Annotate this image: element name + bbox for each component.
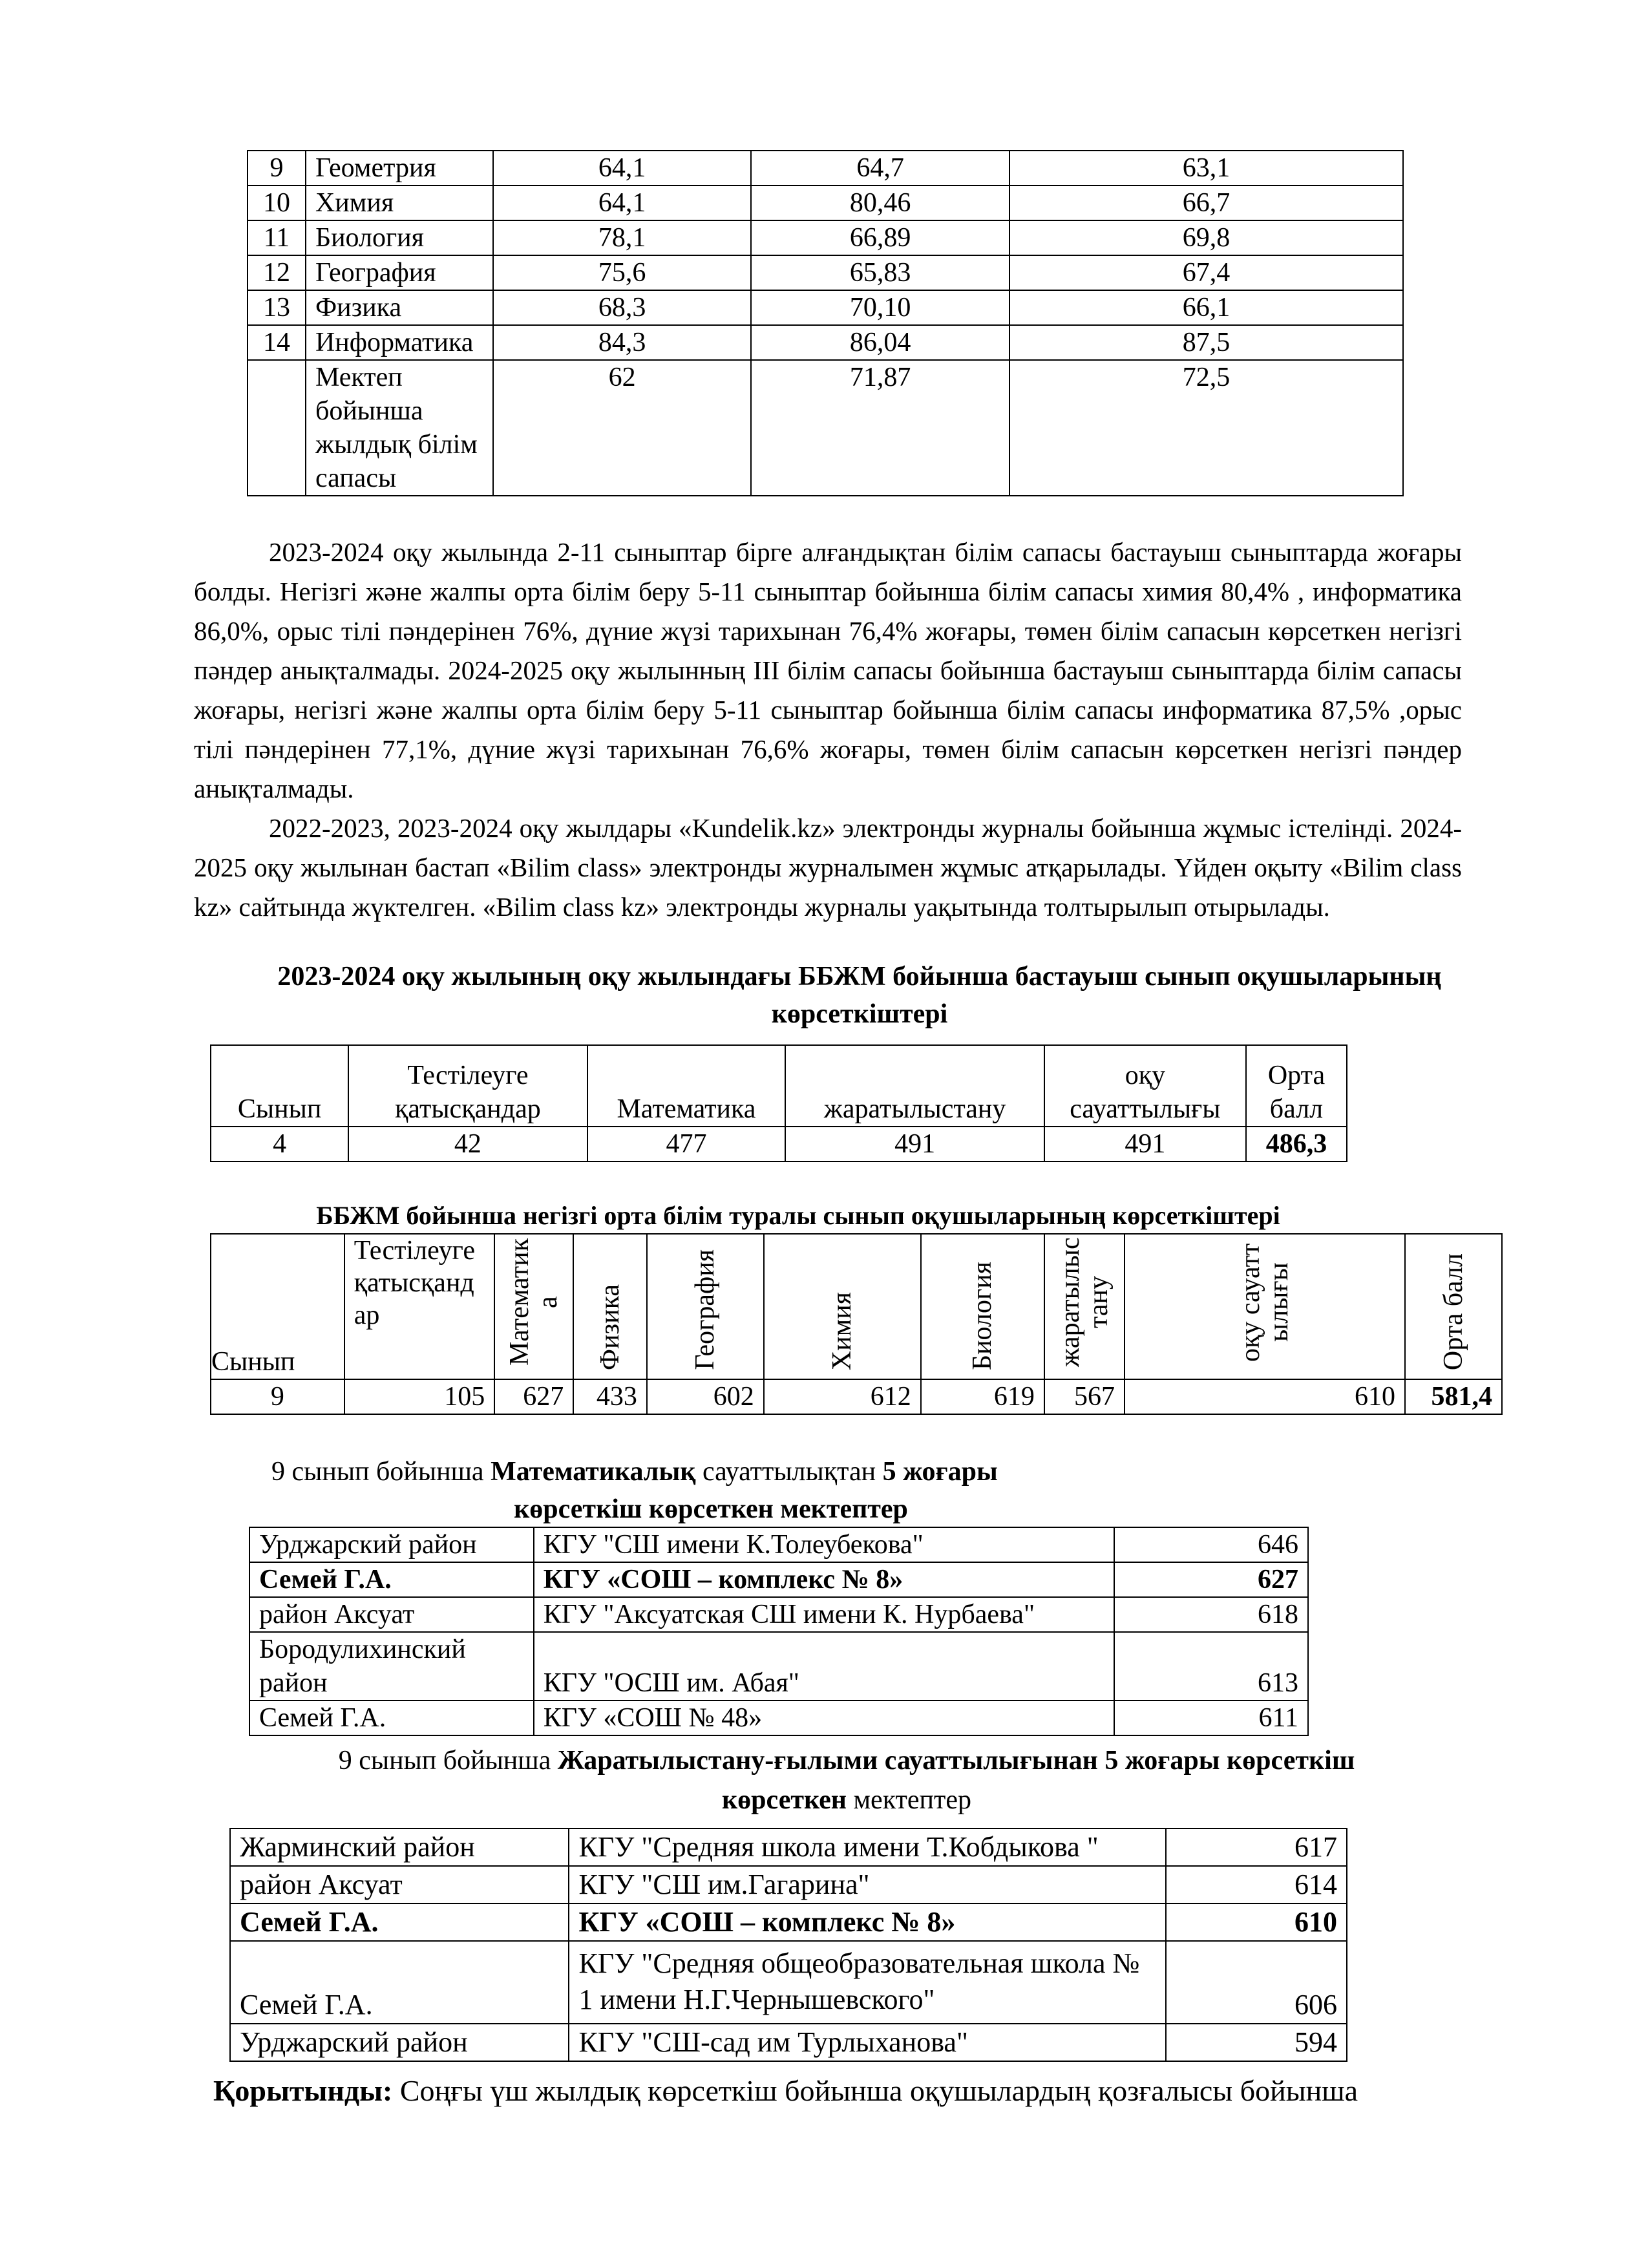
table-row	[248, 220, 1403, 255]
school-cell: КГУ "Аксуатская СШ имени К. Нурбаева"	[534, 1597, 1115, 1632]
subject-name: Геометрия	[306, 151, 493, 185]
school-cell: КГУ "СШ-сад им Турлыханова"	[569, 2024, 1166, 2061]
district-cell: Семей Г.А.	[249, 1562, 534, 1597]
caption-text: мектептер	[846, 1785, 972, 1815]
value-cell: 64,7	[751, 151, 1009, 185]
table-row	[230, 2024, 1347, 2061]
data-cell: 610	[1125, 1379, 1405, 1414]
district-cell: Семей Г.А.	[249, 1701, 534, 1735]
school-cell: КГУ "Средняя общеобразовательная школа № 1 имени Н.Г.Чернышевского"	[569, 1941, 1166, 2024]
caption-bold: көрсеткен	[721, 1785, 847, 1815]
data-cell: 612	[764, 1379, 921, 1414]
table-header-row	[211, 1045, 1347, 1127]
header-cell-vertical: Орта балл	[1405, 1234, 1502, 1379]
header-cell: Сынып	[211, 1045, 348, 1127]
table-row	[249, 1562, 1308, 1597]
header-cell: Тестілеуге қатысқандар	[344, 1234, 495, 1379]
subject-name: Физика	[306, 290, 493, 325]
header-cell-vertical: Физика	[573, 1234, 647, 1379]
header-cell: оқу сауаттылығы	[1044, 1045, 1246, 1127]
caption-text: 9 сынып бойынша	[271, 1457, 491, 1487]
paragraph-2: 2022-2023, 2023-2024 оқу жылдары «Kundelik.kz» электронды журналы бойынша жұмыс істелінді. 2024-2025 оқу жылынан бастап «Bilim class» электронды журналымен жұмыс атқарылады. Үйден оқыту «Bilim class kz» сайтында жүктелген. «Bilim class kz» электронды журналы уақытында толтырылып отырылады.	[194, 813, 1462, 922]
table-row	[248, 151, 1403, 185]
value-cell: 67,4	[1009, 255, 1403, 290]
table-row	[230, 1903, 1347, 1941]
district-cell: Семей Г.А.	[230, 1903, 569, 1941]
subject-name: Биология	[306, 220, 493, 255]
row-number: 9	[248, 151, 306, 185]
value-cell: 68,3	[493, 290, 751, 325]
paragraph-1: 2023-2024 оқу жылында 2-11 сыныптар бірге алғандықтан білім сапасы бастауыш сыныптарда жоғары болды. Негізгі және жалпы орта білім беру 5-11 сыныптар бойынша білім сапасы химия 80,4% , информатика 86,0%, орыс тілі пәндерінен 76%, дүние жүзі тарихынан 76,4% жоғары, төмен білім сапасын көрсеткен негізгі пәндер анықталмады. 2024-2025 оқу жылынның ІІІ білім сапасы бойынша бастауыш сыныптарда білім сапасы жоғары, негізгі және жалпы орта білім беру 5-11 сыныптар бойынша білім сапасы информатика 87,5% ,орыс тілі пәндерінен 77,1%, дүние жүзі тарихынан 76,6% жоғары, төмен білім сапасын көрсеткен негізгі пәндер анықталмады.	[194, 537, 1462, 803]
school-cell: КГУ "ОСШ им. Абая"	[534, 1632, 1115, 1701]
table-row	[249, 1632, 1308, 1701]
header-cell: Математика	[587, 1045, 786, 1127]
score-cell: 606	[1166, 1941, 1347, 2024]
data-cell: 9	[211, 1379, 344, 1414]
data-cell: 105	[344, 1379, 495, 1414]
row-number: 11	[248, 220, 306, 255]
score-cell: 618	[1114, 1597, 1308, 1632]
value-cell: 66,7	[1009, 185, 1403, 220]
subject-name: Информатика	[306, 325, 493, 360]
header-cell-vertical: Химия	[764, 1234, 921, 1379]
value-cell: 64,1	[493, 185, 751, 220]
value-cell: 62	[493, 360, 751, 496]
value-cell: 84,3	[493, 325, 751, 360]
row-number: 13	[248, 290, 306, 325]
score-cell: 611	[1114, 1701, 1308, 1735]
header-cell-vertical: оқу сауаттылығы	[1125, 1234, 1405, 1379]
body-text	[194, 533, 1462, 927]
table2-title: 2023-2024 оқу жылының оқу жылындағы ББЖМ бойынша бастауыш сынып оқушыларының көрсеткіштері	[277, 962, 1442, 1029]
data-cell: 602	[647, 1379, 764, 1414]
school-cell: КГУ «СОШ № 48»	[534, 1701, 1115, 1735]
row-number: 12	[248, 255, 306, 290]
table-row	[230, 1866, 1347, 1903]
district-cell: Урджарский район	[249, 1527, 534, 1562]
table-row	[249, 1701, 1308, 1735]
table-row	[248, 185, 1403, 220]
data-cell: 619	[921, 1379, 1044, 1414]
table5-caption	[213, 1742, 1480, 1779]
score-cell: 646	[1114, 1527, 1308, 1562]
district-cell: Бородулихинский район	[249, 1632, 534, 1701]
value-cell: 63,1	[1009, 151, 1403, 185]
school-cell: КГУ "Средняя школа имени Т.Кобдыкова "	[569, 1828, 1166, 1866]
subject-quality-table	[247, 150, 1404, 496]
subject-name: Химия	[306, 185, 493, 220]
value-cell: 64,1	[493, 151, 751, 185]
data-cell: 567	[1044, 1379, 1125, 1414]
table-row	[248, 255, 1403, 290]
district-cell: Урджарский район	[230, 2024, 569, 2061]
data-cell: 4	[211, 1127, 348, 1161]
caption-bold: 5 жоғары	[882, 1457, 998, 1487]
data-cell: 581,4	[1405, 1379, 1502, 1414]
header-cell-vertical: жаратылыстану	[1044, 1234, 1125, 1379]
district-cell: район Аксуат	[230, 1866, 569, 1903]
school-cell: КГУ "СШ им.Гагарина"	[569, 1866, 1166, 1903]
value-cell: 69,8	[1009, 220, 1403, 255]
score-cell: 614	[1166, 1866, 1347, 1903]
math-literacy-top-schools-table	[249, 1527, 1309, 1736]
header-cell-vertical: Биология	[921, 1234, 1044, 1379]
table-row	[211, 1379, 1502, 1414]
value-cell: 75,6	[493, 255, 751, 290]
value-cell: 78,1	[493, 220, 751, 255]
data-cell: 491	[785, 1127, 1044, 1161]
row-number: 10	[248, 185, 306, 220]
total-label: Мектеп бойынша жылдық білім сапасы	[306, 360, 493, 496]
value-cell: 66,89	[751, 220, 1009, 255]
school-cell: КГУ «СОШ – комплекс № 8»	[569, 1903, 1166, 1941]
empty-cell	[248, 360, 306, 496]
value-cell: 72,5	[1009, 360, 1403, 496]
table-total-row	[248, 360, 1403, 496]
table-row	[249, 1597, 1308, 1632]
table-row	[248, 290, 1403, 325]
value-cell: 66,1	[1009, 290, 1403, 325]
caption-text: сауаттылықтан	[695, 1457, 883, 1487]
header-cell: Орта балл	[1246, 1045, 1347, 1127]
data-cell: 433	[573, 1379, 647, 1414]
table-row	[248, 325, 1403, 360]
score-cell: 610	[1166, 1903, 1347, 1941]
value-cell: 80,46	[751, 185, 1009, 220]
score-cell: 617	[1166, 1828, 1347, 1866]
basic-secondary-bbzhm-table	[210, 1233, 1503, 1415]
conclusion-text: Соңғы үш жылдық көрсеткіш бойынша оқушылардың қозғалысы бойынша	[392, 2074, 1358, 2107]
data-cell: 486,3	[1246, 1127, 1347, 1161]
header-cell: Сынып	[211, 1234, 344, 1379]
table-row	[230, 1828, 1347, 1866]
data-cell: 627	[494, 1379, 573, 1414]
value-cell: 71,87	[751, 360, 1009, 496]
science-literacy-top-schools-table	[229, 1828, 1347, 2062]
value-cell: 86,04	[751, 325, 1009, 360]
caption-text: 9 сынып бойынша	[338, 1746, 558, 1775]
subject-name: География	[306, 255, 493, 290]
school-cell: КГУ «СОШ – комплекс № 8»	[534, 1562, 1115, 1597]
conclusion-label: Қорытынды:	[213, 2074, 393, 2107]
district-cell: Жарминский район	[230, 1828, 569, 1866]
conclusion-line	[213, 2072, 1358, 2110]
data-cell: 491	[1044, 1127, 1246, 1161]
school-cell: КГУ "СШ имени К.Толеубекова"	[534, 1527, 1115, 1562]
value-cell: 65,83	[751, 255, 1009, 290]
header-cell: жаратылыстану	[785, 1045, 1044, 1127]
table-row	[249, 1527, 1308, 1562]
primary-bbzhm-table	[210, 1044, 1347, 1162]
table3-title: ББЖМ бойынша негізгі орта білім туралы сынып оқушыларының көрсеткіштері	[316, 1201, 1280, 1230]
caption-bold: Жаратылыстану-ғылыми сауаттылығынан 5 жоғары көрсеткіш	[557, 1746, 1355, 1775]
value-cell: 70,10	[751, 290, 1009, 325]
table4-caption-line2: көрсеткіш көрсеткен мектептер	[514, 1494, 908, 1524]
header-cell: Тестілеуге қатысқандар	[348, 1045, 587, 1127]
table-header-row	[211, 1234, 1502, 1379]
caption-bold: Математикалық	[491, 1457, 696, 1487]
header-cell-vertical: География	[647, 1234, 764, 1379]
row-number: 14	[248, 325, 306, 360]
data-cell: 42	[348, 1127, 587, 1161]
score-cell: 594	[1166, 2024, 1347, 2061]
table-row	[211, 1127, 1347, 1161]
district-cell: Семей Г.А.	[230, 1941, 569, 2024]
score-cell: 627	[1114, 1562, 1308, 1597]
table-row	[230, 1941, 1347, 2024]
value-cell: 87,5	[1009, 325, 1403, 360]
table4-caption	[271, 1453, 1112, 1490]
score-cell: 613	[1114, 1632, 1308, 1701]
district-cell: район Аксуат	[249, 1597, 534, 1632]
header-cell-vertical: Математика	[494, 1234, 573, 1379]
table5-caption-line2	[213, 1781, 1480, 1819]
data-cell: 477	[587, 1127, 786, 1161]
